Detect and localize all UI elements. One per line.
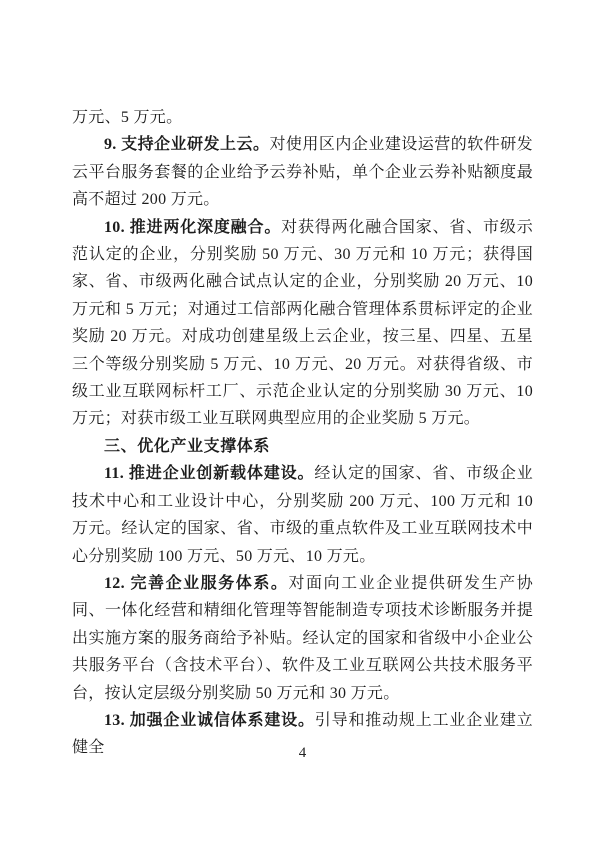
item-11-lead: 11. 推进企业创新载体建设。 xyxy=(104,465,315,483)
paragraph-item-10 xyxy=(72,214,533,433)
paragraph-text: 万元、5 万元。 xyxy=(72,109,183,126)
item-10-lead: 10. 推进两化深度融合。 xyxy=(104,218,282,236)
item-9-lead: 9. 支持企业研发上云。 xyxy=(104,136,270,154)
page-number: 4 xyxy=(298,745,307,761)
document-body xyxy=(72,104,533,762)
section-heading-3: 三、优化产业支撑体系 xyxy=(104,437,271,455)
item-13-lead: 13. 加强企业诚信体系建设。 xyxy=(104,711,315,729)
item-11-text: 经认定的国家、省、市级企业技术中心和工业设计中心，分别奖励 200 万元、100 万元和 10 万元。经认定的国家、省、市级的重点软件及工业互联网技术中心分别奖励 100 万元、50 万元、10 万元。 xyxy=(72,465,533,565)
item-9-text: 对使用区内企业建设运营的软件研发云平台服务套餐的企业给予云券补贴，单个企业云券补贴额度最高不超过 200 万元。 xyxy=(72,136,533,209)
item-10-text: 对获得两化融合国家、省、市级示范认定的企业，分别奖励 50 万元、30 万元和 10 万元；获得国家、省、市级两化融合试点认定的企业，分别奖励 20 万元、10 万元和 5 万元；对通过工信部两化融合管理体系贯标评定的企业奖励 20 万元。对成功创建星级上云企业，按三星、四星、五星三个等级分别奖励 5 万元、10 万元、20 万元。对获得省级、市级工业互联网标杆工厂、示范企业认定的分别奖励 30 万元、10 万元；对获市级工业互联网典型应用的企业奖励 5 万元。 xyxy=(72,218,533,428)
paragraph-item-12 xyxy=(72,570,533,707)
item-13-text: 引导和推动规上工业企业建立健全 xyxy=(72,711,533,757)
item-12-text: 对面向工业企业提供研发生产协同、一体化经营和精细化管理等智能制造专项技术诊断服务并提出实施方案的服务商给予补贴。经认定的国家和省级中小企业公共服务平台（含技术平台）、软件及工业互联网公共技术服务平台，按认定层级分别奖励 50 万元和 30 万元。 xyxy=(72,574,533,702)
item-12-lead: 12. 完善企业服务体系。 xyxy=(104,574,289,592)
paragraph-item-9 xyxy=(72,131,533,213)
paragraph-continuation xyxy=(72,104,533,131)
paragraph-item-11 xyxy=(72,460,533,570)
